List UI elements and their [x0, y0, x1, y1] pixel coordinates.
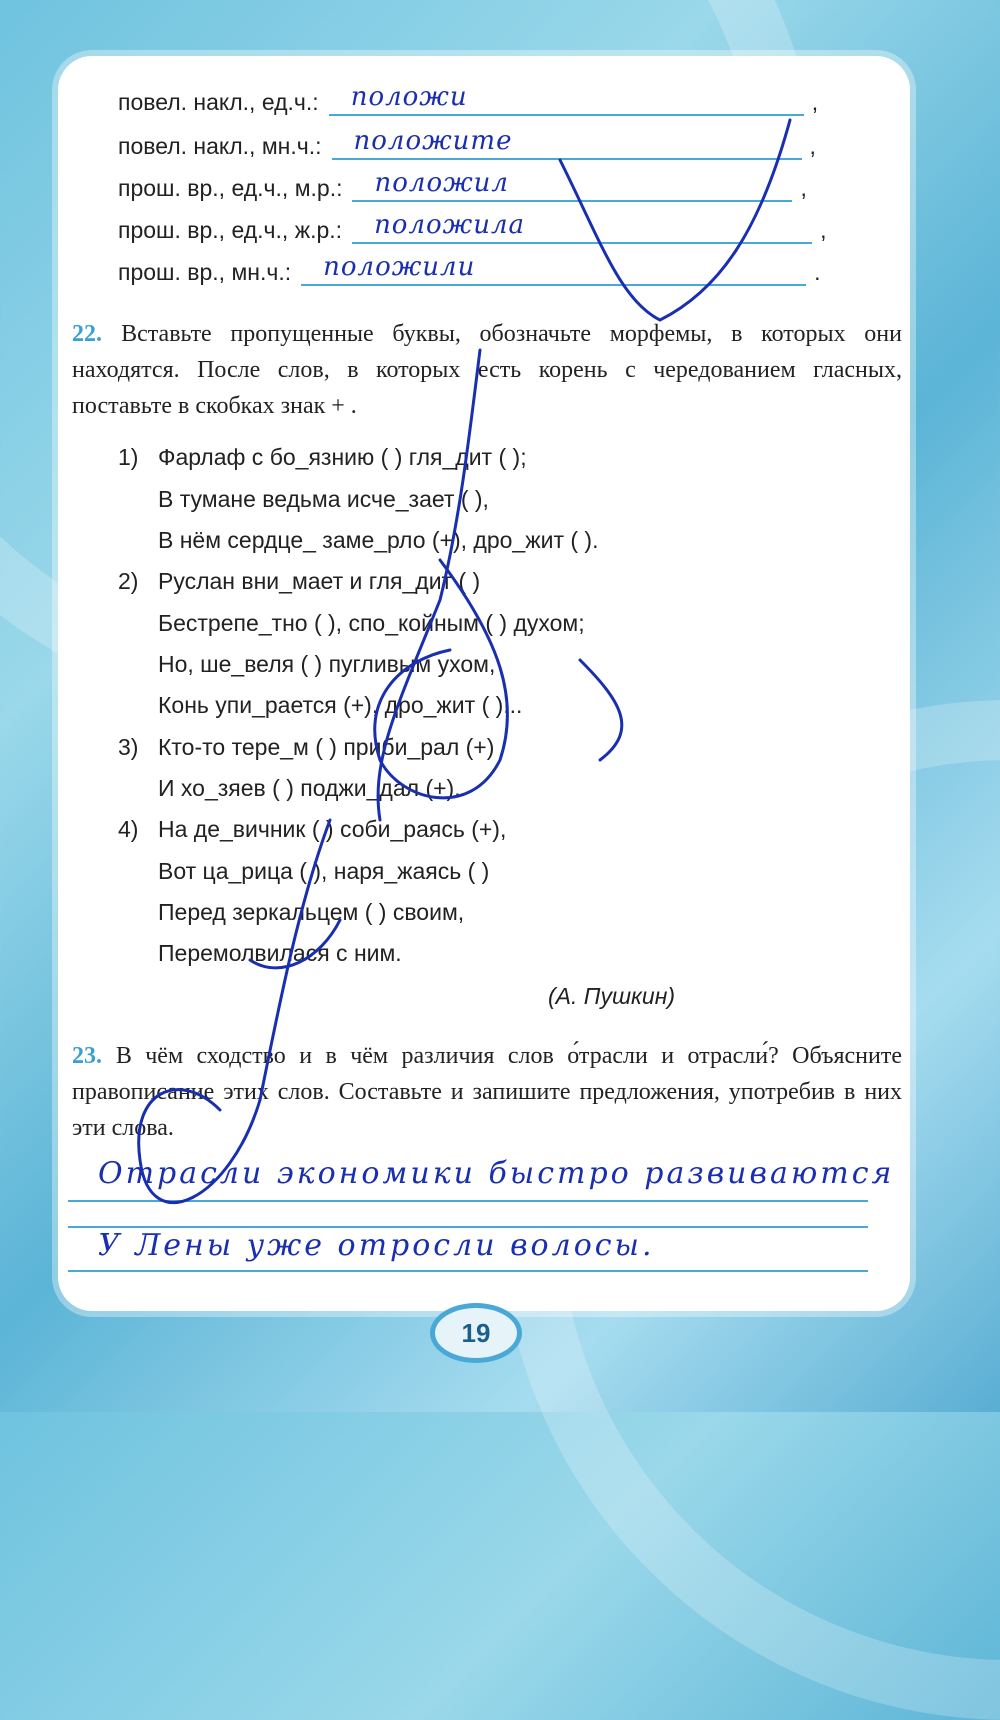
handwritten-answer: положили [323, 252, 476, 282]
stanza-number: 2) [118, 568, 139, 594]
handwritten-answer: положила [374, 210, 526, 240]
poem-line: В нём сердце_ заме_рло (+), дро_жит ( ). [158, 527, 599, 553]
handwritten-answer: положи [350, 82, 468, 112]
poem-line: Перемолвилася с ним. [158, 940, 402, 966]
page-number: 19 [430, 1303, 522, 1363]
poem-line: Перед зеркальцем ( ) своим, [158, 899, 465, 925]
form-row [118, 84, 818, 116]
task-number: 22. [72, 321, 102, 347]
handwritten-sentence: У Лены уже отросли волосы. [98, 1228, 655, 1263]
poem-line: Но, шe_веля ( ) пугливым ухом, [158, 651, 496, 677]
handwritten-sentence: Отрасли экономики быстро развиваются [98, 1156, 895, 1191]
task-instruction: В чём сходство и в чём различия слов о́трасли и отрасли́? Объясните правописание этих слов. Составьте и запишите предложения, употребив в них эти слова. [72, 1043, 903, 1141]
form-punct: , [800, 175, 807, 201]
poem-line: Вот ца_рица ( ), наря_жаясь ( ) [158, 858, 490, 884]
poem-line: Кто-то тере_м ( ) приби_рал (+) [158, 734, 495, 760]
poem-line: Конь упи_рается (+), дро_жит ( )... [158, 692, 523, 718]
form-row [118, 170, 807, 202]
poem-line: В тумане ведьма исче_зает ( ), [158, 486, 489, 512]
poem-line: Руслан вни_мает и гля_дит ( ) [158, 568, 481, 594]
form-punct: , [811, 89, 819, 115]
form-punct: . [814, 259, 821, 285]
poem-line: На де_вичник ( ) соби_раясь (+), [158, 816, 507, 842]
form-row [118, 128, 816, 160]
poem-author: (А. Пушкин) [548, 983, 676, 1009]
form-row [118, 254, 821, 286]
form-punct: , [809, 133, 816, 159]
answer-blank[interactable] [329, 84, 804, 116]
form-label: прош. вр., ед.ч., ж.р.: [118, 217, 343, 243]
handwritten-answer: положите [353, 126, 513, 156]
form-label: повел. накл., ед.ч.: [118, 89, 319, 115]
task-number: 23. [72, 1043, 102, 1069]
answer-blank[interactable] [301, 254, 806, 286]
handwritten-answer: положил [374, 168, 509, 198]
form-label: прош. вр., мн.ч.: [118, 259, 292, 285]
answer-blank[interactable] [332, 128, 802, 160]
form-row [118, 212, 826, 244]
stanza-number: 1) [118, 444, 139, 470]
answer-blank[interactable] [352, 212, 812, 244]
answer-blank[interactable] [352, 170, 792, 202]
form-label: прош. вр., ед.ч., м.р.: [118, 175, 343, 201]
poem-line: Фарлаф с бо_язнию ( ) гля_дит ( ); [158, 444, 527, 470]
stanza-number: 4) [118, 816, 139, 842]
task-23 [72, 1038, 902, 1146]
answer-line[interactable] [68, 1268, 868, 1272]
poem-line: Бестрепе_тно ( ), спо_койным ( ) духом; [158, 610, 585, 636]
form-punct: , [820, 217, 827, 243]
task-instruction: Вставьте пропущенные буквы, обозначьте морфемы, в которых они находятся. После слов, в которых есть корень с чередованием гласных, поставьте в скобках знак + . [72, 321, 902, 419]
form-label: повел. накл., мн.ч.: [118, 133, 322, 159]
page-card [58, 56, 910, 1311]
answer-line[interactable] [68, 1198, 868, 1202]
stanza-number: 3) [118, 734, 139, 760]
poem-line: И хо_зяев ( ) поджи_дал (+). [158, 775, 461, 801]
task-22 [72, 316, 902, 424]
